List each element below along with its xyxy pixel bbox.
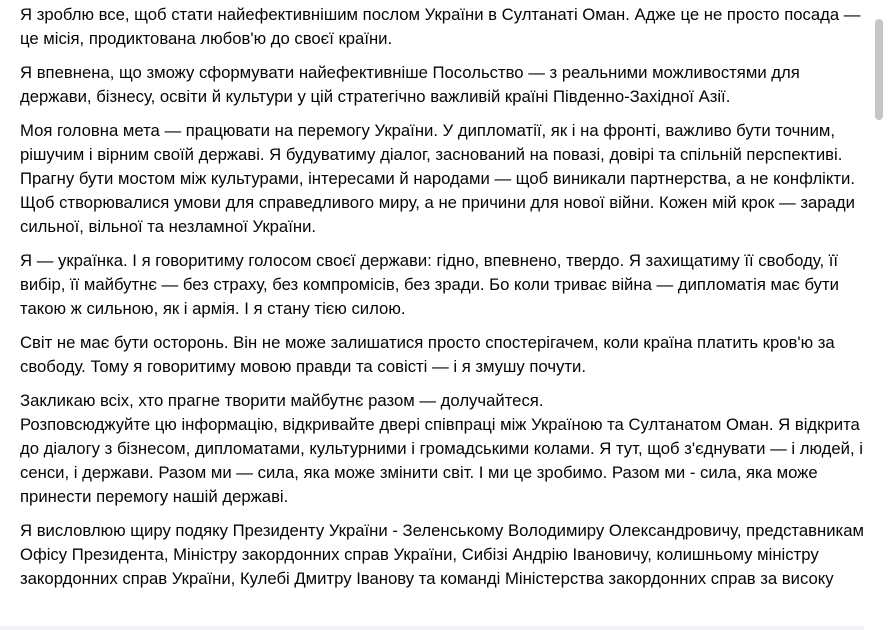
post-paragraph: Я впевнена, що зможу сформувати найефективніше Посольство — з реальними можливостями для держави, бізнесу, освіти й культури у цій стратегічно важливій країні Південно-Західної Азії.: [20, 63, 800, 106]
post-paragraph: Я висловлюю щиру подяку Президенту України - Зеленському Володимиру Олександровичу, представникам Офісу Президента, Міністру закордонних справ України, Сибізі Андрію Івановичу, колишньому міністру закордонних справ України, Кулебі Дмитру Іванову та команді Міністерства закордонних справ за високу: [20, 521, 864, 588]
post-paragraph: Закликаю всіх, хто прагне творити майбутнє разом — долучайтеся. Розповсюджуйте цю інформацію, відкривайте двері співпраці між Україною та Султанатом Оман. Я відкрита до діалогу з бізнесом, дипломатами, культурними і громадськими колами. Я тут, щоб з'єднувати — і людей, і сенси, і держави. Разом ми — сила, яка може змінити світ. І ми це зробимо. Разом ми - сила, яка може принести перемогу нашій державі.: [20, 391, 863, 506]
scrollbar[interactable]: [864, 0, 888, 630]
post-paragraph: Моя головна мета — працювати на перемогу України. У дипломатії, як і на фронті, важливо бути точним, рішучим і вірним своїй державі. Я будуватиму діалог, заснований на повазі, довірі та спільній перспективі. Прагну бути мостом між культурами, інтересами й народами — щоб виникали партнерства, а не конфлікти. Щоб створювалися умови для справедливого миру, а не причини для нової війни. Кожен мій крок — заради сильної, вільної та незламної України.: [20, 121, 855, 236]
bottom-edge: [0, 626, 864, 630]
post-paragraph: Я — українка. І я говоритиму голосом своєї держави: гідно, впевнено, твердо. Я захищатиму її свободу, її вибір, її майбутнє — без страху, без компромісів, без зради. Бо коли триває війна — дипломатія має бути такою ж сильною, як і армія. І я стану тією силою.: [20, 251, 839, 318]
post-paragraph: Світ не має бути осторонь. Він не може залишатися просто спостерігачем, коли країна платить кров'ю за свободу. Тому я говоритиму мовою правди та совісті — і я змушу почути.: [20, 333, 835, 376]
post-paragraph: Я зроблю все, щоб стати найефективнішим послом України в Султанаті Оман. Адже це не просто посада — це місія, продиктована любов'ю до своєї країни.: [20, 5, 861, 48]
scrollbar-thumb[interactable]: [875, 19, 883, 120]
